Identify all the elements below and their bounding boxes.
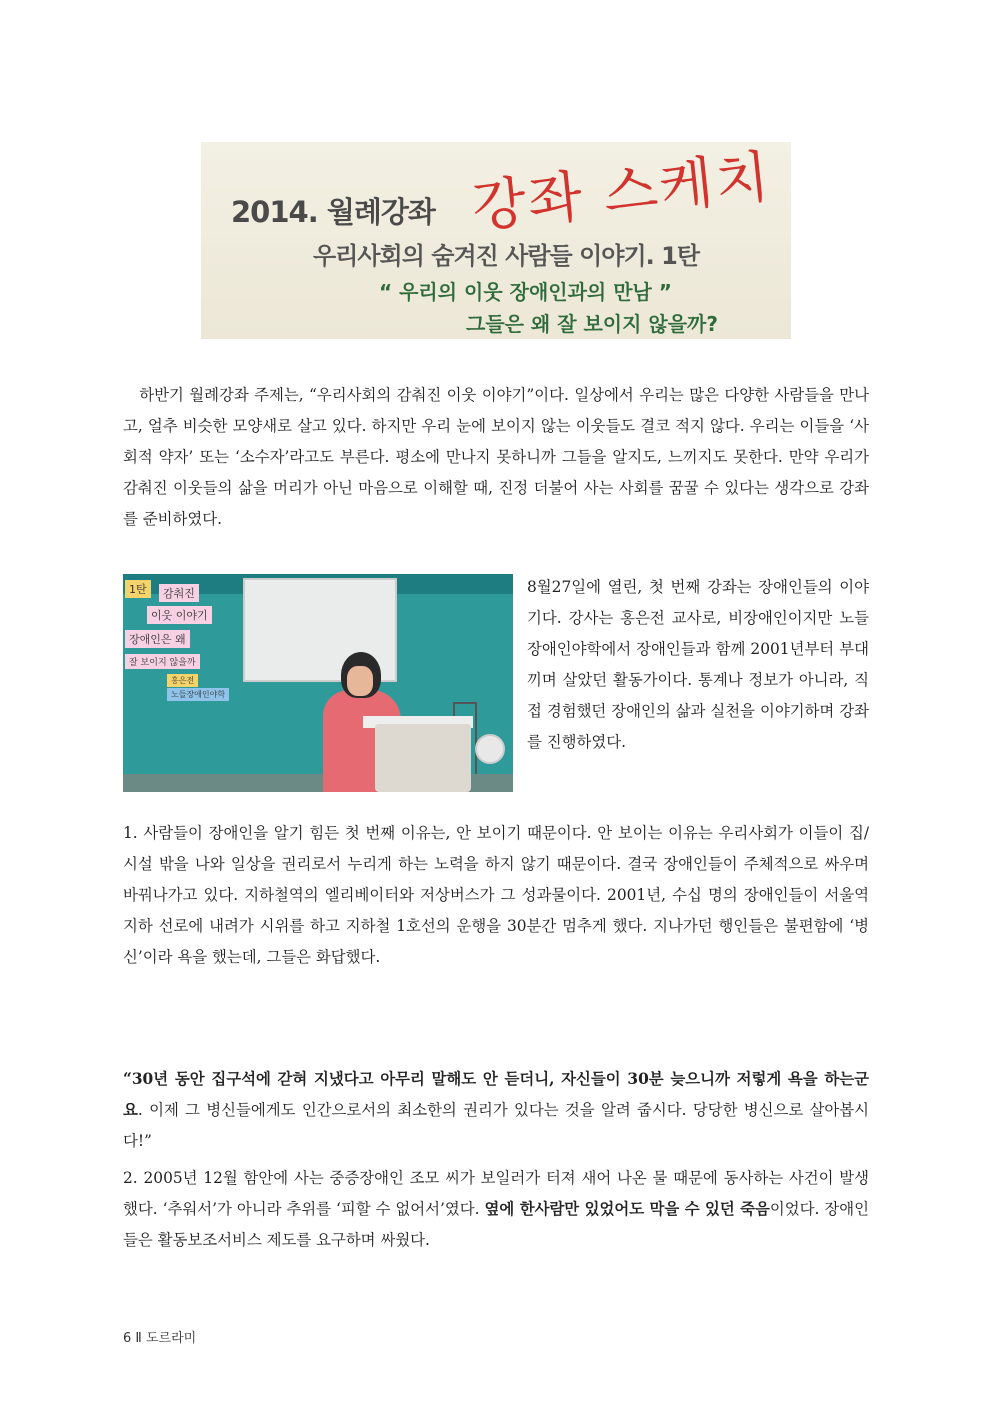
banner-question: 그들은 왜 잘 보이지 않을까?	[466, 312, 718, 336]
point-2-rest: 이었다. 장애인들은 활동보조서비스 제도를 요구하며 싸웠다.	[123, 1200, 869, 1249]
banner-subtitle: 우리사회의 숨겨진 사람들 이야기. 1탄	[313, 242, 699, 270]
poster-sign: 홍은전	[167, 674, 198, 687]
poster-sign: 장애인은 왜	[125, 630, 190, 648]
poster-sign: 잘 보이지 않을까	[125, 654, 200, 669]
intro-paragraph	[123, 380, 869, 535]
point-2-bold: 옆에 한사람만 있었어도 막을 수 있던 죽음	[484, 1200, 770, 1218]
poster-sign: 이웃 이야기	[147, 606, 212, 624]
poster-sign: 노들장애인야학	[167, 688, 229, 701]
lecture-desk	[375, 724, 471, 792]
lecture-poster	[123, 578, 241, 698]
point-2-text: 2. 2005년 12월 함안에 사는 중증장애인 조모 씨가 보일러가 터져 새어 나온 물 때문에 동사하는 사건이 발생했다. ‘추워서’가 아니라 추위를 ‘피할 수 없어서’였다.	[123, 1169, 869, 1218]
poster-sign: 1탄	[125, 580, 151, 598]
publication-name: 도르라미	[145, 1331, 197, 1346]
lecture-paragraph: 8월27일에 열린, 첫 번째 강좌는 장애인들의 이야기다. 강사는 홍은전 교사로, 비장애인이지만 노들장애인야학에서 장애인들과 함께 2001년부터 부대끼며 살았던 활동가이다. 통계나 정보가 아니라, 직접 경험했던 장애인의 삶과 실천을 이야기하며 강좌를 진행하였다.	[527, 578, 869, 751]
intro-text: 하반기 월례강좌 주제는, “우리사회의 감춰진 이웃 이야기”이다. 일상에서 우리는 많은 다양한 사람들을 만나고, 얼추 비슷한 모양새로 살고 있다. 하지만 우리 눈에 보이지 않는 이웃들도 결코 적지 않다. 우리는 이들을 ‘사회적 약자’ 또는 ‘소수자’라고도 부른다. 평소에 만나지 못하니까 그들을 알지도, 느끼지도 못한다. 만약 우리가 감춰진 이웃들의 삶을 머리가 아닌 마음으로 이해할 때, 진정 더불어 사는 사회를 꿈꿀 수 있다는 생각으로 강좌를 준비하였다.	[123, 386, 869, 528]
lecture-photo	[123, 574, 513, 792]
footer-separator: Ⅱ	[135, 1331, 142, 1346]
quote-rest: . 이제 그 병신들에게도 인간으로서의 최소한의 권리가 있다는 것을 알려 줍시다. 당당한 병신으로 살아봅시다!”	[123, 1101, 869, 1150]
quote-paragraph	[123, 1064, 869, 1157]
page-footer	[123, 1327, 196, 1346]
fan	[475, 734, 505, 764]
point-1-paragraph: 1. 사람들이 장애인을 알기 힘든 첫 번째 이유는, 안 보이기 때문이다. 안 보이는 이유는 우리사회가 이들이 집/시설 밖을 나와 일상을 권리로서 누리게 하는 노력을 하지 않기 때문이다. 결국 장애인들이 주체적으로 싸우며 바꿔나가고 있다. 지하철역의 엘리베이터와 저상버스가 그 성과물이다. 2001년, 수십 명의 장애인들이 서울역 지하 선로에 내려가 시위를 하고 지하철 1호선의 운행을 30분간 멈추게 했다. 지나가던 행인들은 불편함에 ‘병신’이라 욕을 했는데, 그들은 화답했다.	[123, 824, 869, 966]
banner-series-title: 2014. 월례강좌	[231, 195, 435, 229]
header-banner	[201, 142, 791, 339]
point-2-paragraph	[123, 1163, 869, 1256]
poster-sign: 감춰진	[159, 584, 199, 602]
lecturer-face	[347, 666, 373, 696]
quote-bold: “30년 동안 집구석에 갇혀 지냈다고 아무리 말해도 안 듣더니, 자신들이 30분 늦으니까 저렇게 욕을 하는군요	[123, 1070, 869, 1119]
page-number: 6	[123, 1331, 132, 1346]
banner-handwritten-title: 강좌 스케치	[468, 144, 775, 241]
banner-quote: “ 우리의 이웃 장애인과의 만남 ”	[379, 280, 672, 304]
